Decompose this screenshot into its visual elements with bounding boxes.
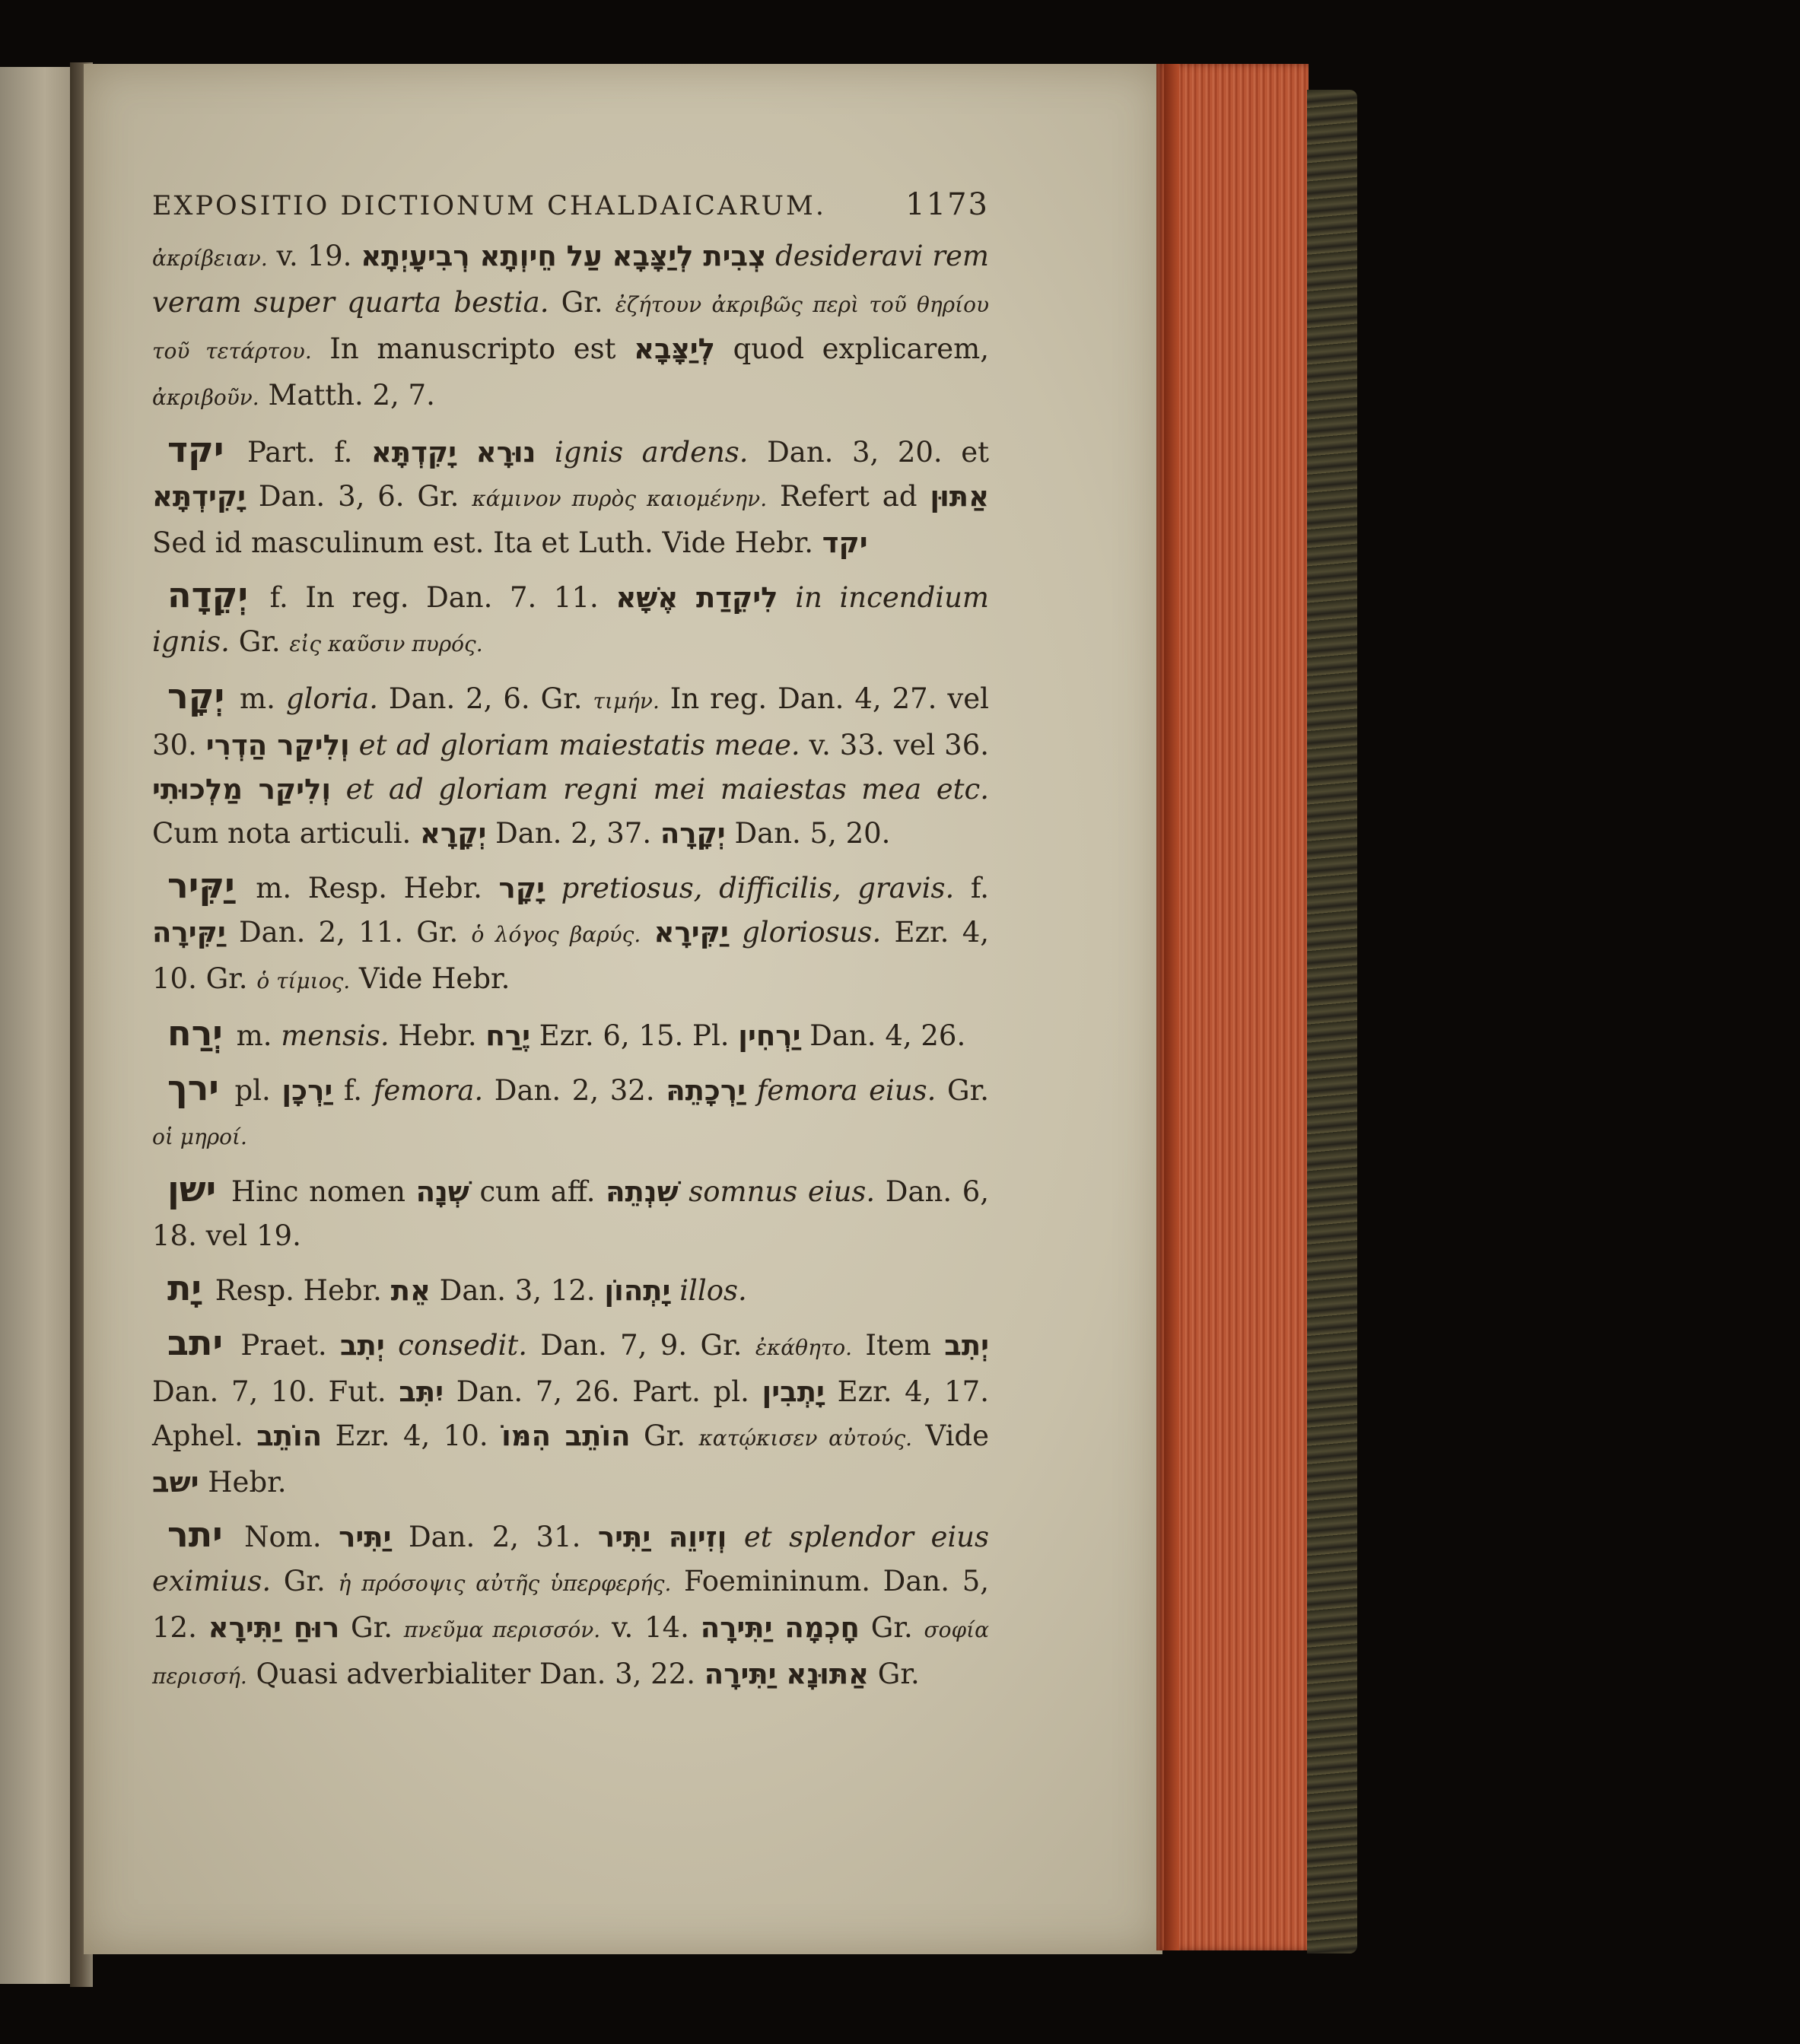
entry-text: m. Resp. Hebr. xyxy=(239,872,499,904)
entry-text: Dan. 2, 37. xyxy=(486,817,660,850)
entry-text: Gr. xyxy=(339,1611,404,1644)
entry-text: Ezr. 4, 10. xyxy=(322,1419,502,1452)
hebrew-term: הוֹתֵב הִמּוֹ xyxy=(501,1419,631,1452)
hebrew-term: וְזִיוֵהּ יַתִּיר xyxy=(597,1521,727,1553)
entry-lemma: יְקֵדָה xyxy=(167,574,249,615)
hebrew-term: יֶרַח xyxy=(485,1019,530,1052)
entry-lemma: יתב xyxy=(167,1322,224,1363)
entry-lemma: יְקָר xyxy=(167,676,225,717)
entry-text: Gr. xyxy=(549,286,615,319)
hebrew-term: יַקִּירָה xyxy=(152,916,226,949)
hebrew-term: יְקָרָא xyxy=(419,817,487,850)
greek-gloss: ἐκάθητο. xyxy=(755,1335,853,1360)
hebrew-term: יַקִּירָא xyxy=(654,916,729,949)
entry-text: quod explicarem, xyxy=(715,332,990,365)
entry-text: Nom. xyxy=(227,1521,339,1553)
latin-gloss: femora. xyxy=(373,1074,484,1107)
page-fore-edge-shadow xyxy=(1164,64,1179,1950)
entry-text: Cum nota articuli. xyxy=(152,817,420,850)
latin-gloss: consedit. xyxy=(398,1329,527,1362)
entry-text: Vide xyxy=(912,1419,989,1452)
entry-text: Ezr. 4, 17. Aphel. xyxy=(152,1375,989,1452)
greek-gloss: οἱ μηροί. xyxy=(152,1124,247,1149)
dictionary-entry-ytb xyxy=(152,1321,989,1505)
hebrew-term: יְתִב xyxy=(339,1329,385,1362)
entry-text: Sed id masculinum est. Ita et Luth. Vide Hebr. xyxy=(152,526,822,559)
entry-text: Dan. 3, 20. et xyxy=(748,436,990,469)
dictionary-entry-yrk xyxy=(152,1066,989,1159)
latin-gloss: in incendium ignis. xyxy=(152,581,989,658)
hebrew-term: יַתִּיר xyxy=(339,1521,392,1553)
entry-text: f. xyxy=(332,1074,374,1107)
entry-text: Dan. 2, 32. xyxy=(483,1074,666,1107)
dictionary-entry-yshn xyxy=(152,1167,989,1258)
entry-text: Refert ad xyxy=(767,480,930,513)
entry-text xyxy=(670,1274,679,1307)
latin-gloss: mensis. xyxy=(281,1019,390,1052)
hebrew-term: יָתְהוֹן xyxy=(604,1274,671,1307)
latin-gloss: femora eius. xyxy=(756,1074,937,1107)
entry-text: Hebr. xyxy=(389,1019,486,1052)
entry-text xyxy=(331,773,346,806)
entry-text: Dan. 6, 18. vel 19. xyxy=(152,1175,989,1252)
greek-gloss: ἡ πρόσοψις αὐτῆς ὑπερφερής. xyxy=(338,1571,672,1596)
entry-text xyxy=(746,1074,757,1107)
entry-text: Dan. 4, 26. xyxy=(800,1019,966,1052)
greek-gloss: κάμινον πυρὸς καιομένην. xyxy=(472,486,768,511)
dictionary-entries xyxy=(152,234,989,1699)
dictionary-entry-yerah xyxy=(152,1011,989,1058)
hebrew-term: יָקָר xyxy=(498,872,545,904)
entry-text: Dan. 3, 6. Gr. xyxy=(246,480,472,513)
running-title: EXPOSITIO DICTIONUM CHALDAICARUM. xyxy=(152,191,826,221)
latin-gloss: somnus eius. xyxy=(689,1175,876,1208)
hebrew-term: יְקָרָה xyxy=(660,817,726,850)
entry-text: Quasi adverbialiter Dan. 3, 22. xyxy=(246,1658,704,1690)
entry-text: v. 33. vel 36. xyxy=(800,729,989,761)
entry-lemma: ירך xyxy=(167,1067,219,1108)
entry-text: Dan. 2, 6. Gr. xyxy=(377,682,593,715)
entry-text xyxy=(545,872,561,904)
entry-lemma: יקד xyxy=(167,429,224,470)
hebrew-term: נוּרָא יָקִדְתָּא xyxy=(370,436,536,469)
entry-text: Gr. xyxy=(271,1565,339,1597)
latin-gloss: ignis ardens. xyxy=(554,436,749,469)
latin-gloss: desideravi rem veram super quarta bestia. xyxy=(152,240,989,319)
latin-gloss: gloria. xyxy=(285,682,378,715)
entry-text: f. In reg. Dan. 7. 11. xyxy=(253,581,616,614)
latin-gloss: gloriosus. xyxy=(742,916,882,949)
book-cover-edge xyxy=(1307,90,1357,1953)
hebrew-term: יִתִּב xyxy=(399,1375,444,1408)
page-text xyxy=(152,183,989,1706)
entry-lemma: יָת xyxy=(167,1267,202,1308)
latin-gloss: et ad gloriam maiestatis meae. xyxy=(358,729,800,761)
entry-text: Dan. 5, 20. xyxy=(725,817,891,850)
dictionary-entry-yeqar xyxy=(152,674,989,856)
entry-text: Matth. 2, 7. xyxy=(259,379,435,412)
hebrew-term: לְיַצָּבָא xyxy=(634,332,716,365)
entry-text xyxy=(679,1175,689,1208)
hebrew-term: יַרְכָתֵהּ xyxy=(666,1074,746,1107)
entry-lemma: ישן xyxy=(167,1168,217,1210)
hebrew-term: רוּחַ יַתִּירָא xyxy=(208,1611,340,1644)
hebrew-term: אֵת xyxy=(390,1274,431,1307)
latin-gloss: et splendor eius eximius. xyxy=(152,1521,989,1597)
entry-text: Dan. 7, 9. Gr. xyxy=(527,1329,755,1362)
greek-gloss: ὁ τίμιος. xyxy=(256,968,351,993)
hebrew-term: אַתּוּנָא יַתִּירָה xyxy=(704,1658,870,1690)
entry-text: Hinc nomen xyxy=(221,1175,416,1208)
entry-text: Resp. Hebr. xyxy=(205,1274,391,1307)
entry-text xyxy=(729,916,742,949)
entry-text: Gr. xyxy=(630,1419,699,1452)
entry-text: f. xyxy=(954,872,989,904)
entry-text: m. xyxy=(229,682,286,715)
entry-text: Dan. 7, 10. Fut. xyxy=(152,1375,399,1408)
hebrew-term: צְבִית לְיַצָּבָא עַל חֵיוְתָא רְבִיעָיְתָא xyxy=(361,240,767,272)
entry-text: Vide Hebr. xyxy=(350,962,510,995)
entry-text: Foemininum. Dan. 5, 12. xyxy=(152,1565,989,1644)
entry-text: In manuscripto est xyxy=(311,332,634,365)
dictionary-entry-ytr xyxy=(152,1512,989,1699)
dictionary-entry-yat xyxy=(152,1266,989,1313)
left-page-edge xyxy=(0,67,75,1984)
dictionary-entry-yaqqir xyxy=(152,863,989,1003)
greek-gloss: ἀκριβοῦν. xyxy=(152,385,259,410)
latin-gloss: et ad gloriam regni mei maiestas mea etc. xyxy=(345,773,989,806)
hebrew-term: יָתְבִין xyxy=(762,1375,825,1408)
entry-text: Ezr. 4, 10. Gr. xyxy=(152,916,989,995)
hebrew-term: לִיקֵדַת אֶשָּׁא xyxy=(615,581,778,614)
entry-text xyxy=(641,916,654,949)
hebrew-term: חָכְמָה יַתִּירָה xyxy=(700,1611,860,1644)
hebrew-term: יַרְחִין xyxy=(738,1019,801,1052)
hebrew-term: שְׁנָה xyxy=(415,1175,469,1208)
entry-lemma: יְרַח xyxy=(167,1012,223,1054)
entry-text: Ezr. 6, 15. Pl. xyxy=(530,1019,739,1052)
entry-text: Dan. 3, 12. xyxy=(430,1274,605,1307)
hebrew-term: וְלִיקַר הַדְרִי xyxy=(205,729,350,761)
entry-text: Dan. 2, 31. xyxy=(391,1521,598,1553)
greek-gloss: πνεῦμα περισσόν. xyxy=(403,1617,601,1642)
entry-lemma: יתר xyxy=(167,1514,223,1555)
entry-text: Hebr. xyxy=(199,1466,287,1499)
greek-gloss: σοφία περισσή. xyxy=(152,1617,989,1689)
greek-gloss: ἐζήτουν ἀκριβῶς περὶ τοῦ θηρίου τοῦ τετάρτου. xyxy=(152,292,989,364)
entry-text: In reg. Dan. 4, 27. vel 30. xyxy=(152,682,990,761)
latin-gloss: illos. xyxy=(679,1274,747,1307)
greek-gloss: ἀκρίβειαν. xyxy=(152,246,268,271)
entry-text: v. 14. xyxy=(600,1611,701,1644)
entry-lemma: יַקִּיר xyxy=(167,865,235,906)
hebrew-term: יקד xyxy=(822,526,868,559)
entry-text xyxy=(385,1329,398,1362)
hebrew-term: יְתִב xyxy=(944,1329,989,1362)
entry-text: Item xyxy=(852,1329,945,1362)
hebrew-term: יַרְכָן xyxy=(281,1074,333,1107)
entry-text xyxy=(350,729,359,761)
entry-text: Dan. 7, 26. Part. pl. xyxy=(444,1375,762,1408)
page-fore-edge xyxy=(1156,64,1309,1950)
dictionary-entry-cont xyxy=(152,234,989,420)
greek-gloss: τιμήν. xyxy=(593,688,660,714)
entry-text: v. 19. xyxy=(267,240,361,272)
entry-text xyxy=(778,581,796,614)
entry-text: Gr. xyxy=(859,1611,924,1644)
entry-text: cum aff. xyxy=(469,1175,606,1208)
entry-text xyxy=(536,436,555,469)
hebrew-term: הוֹתֵב xyxy=(256,1419,323,1452)
entry-text: Praet. xyxy=(227,1329,340,1362)
dictionary-entry-yeqeda xyxy=(152,573,989,666)
hebrew-term: שִׁנְתֵהּ xyxy=(606,1175,679,1208)
entry-text: Dan. 2, 11. Gr. xyxy=(225,916,472,949)
page-number: 1173 xyxy=(905,187,989,222)
latin-gloss: pretiosus, difficilis, gravis. xyxy=(561,872,955,904)
hebrew-term: ישב xyxy=(152,1466,199,1499)
greek-gloss: ὁ λόγος βαρύς. xyxy=(471,922,641,947)
entry-text xyxy=(766,240,775,272)
hebrew-term: אַתּוּן xyxy=(930,480,990,513)
entry-text: pl. xyxy=(223,1074,282,1107)
greek-gloss: εἰς καῦσιν πυρός. xyxy=(289,631,483,656)
dictionary-entry-yqd xyxy=(152,428,989,565)
entry-text: Gr. xyxy=(869,1658,920,1690)
entry-text: Part. f. xyxy=(228,436,371,469)
entry-text: Gr. xyxy=(229,625,290,658)
entry-text: Gr. xyxy=(936,1074,989,1107)
hebrew-term: וְלִיקַר מַלְכוּתִי xyxy=(152,773,332,806)
running-header xyxy=(152,183,989,228)
greek-gloss: κατῴκισεν αὐτούς. xyxy=(698,1426,913,1451)
hebrew-term: יָקִידְתָּא xyxy=(152,480,246,513)
entry-text: m. xyxy=(227,1019,281,1052)
entry-text xyxy=(727,1521,743,1553)
